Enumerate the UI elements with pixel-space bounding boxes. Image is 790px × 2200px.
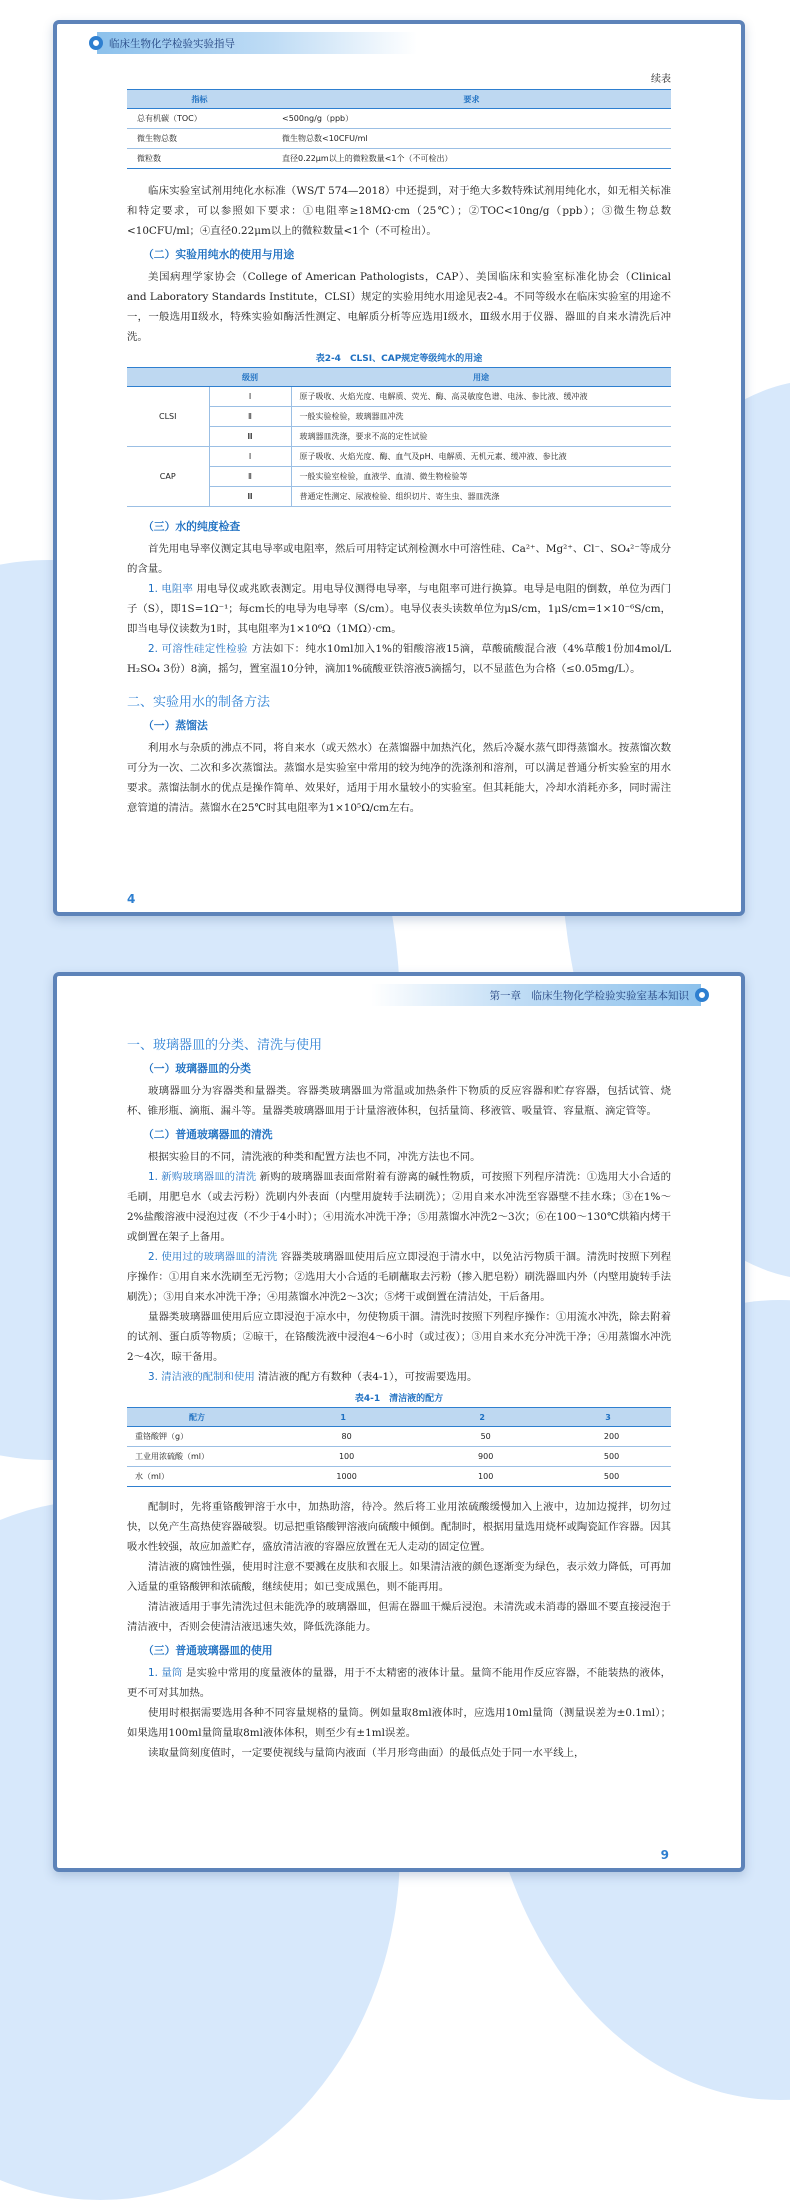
table-cell: 500 [545,1447,671,1467]
section-heading: （三）水的纯度检查 [143,520,241,533]
paragraph: 配制时，先将重铬酸钾溶于水中，加热助溶，待冷。然后将工业用浓硫酸缓慢加入上液中，边加边搅拌，切勿过快，以免产生高热使容器破裂。切忌把重铬酸钾溶液向硫酸中倾倒。配制时，根据用量选用烧杯或陶瓷缸作容器。因其吸水性较强，故应加盖贮存，盛放清洁液的容器应放置在无人走动的固定位置。 [127,1501,671,1553]
table-cell: 水（ml） [127,1467,267,1487]
table-cell: 1000 [267,1467,419,1487]
table-header-cell: 用途 [291,368,671,387]
continued-table [127,89,671,169]
item-text: 方法如下：纯水10ml加入1%的钼酸溶液15滴，草酸硫酸混合液（4%草酸1份加4mol/L H₂SO₄ 3份）8滴，摇匀，置室温10分钟，滴加1%硫酸亚铁溶液5滴摇匀，以不显蓝色为合格（≤0.05mg/L）。 [127,643,672,675]
running-header [371,984,701,1006]
table-header-row [127,368,671,387]
table-caption: 表2-4 CLSI、CAP规定等级纯水的用途 [315,354,483,364]
numbered-item [127,1367,671,1387]
table-header-cell: 配方 [127,1408,267,1427]
document-page-9 [53,972,745,1872]
org-cell: CAP [127,447,209,507]
use-cell: 普通定性测定、尿液检验、组织切片、寄生虫、器皿洗涤 [291,487,671,507]
paragraph: 清洁液适用于事先清洗过但未能洗净的玻璃器皿，但需在器皿干燥后浸泡。未清洗或未消毒的器皿不要直接浸泡于清洁液中，否则会使清洁液迅速失效，降低洗涤能力。 [127,1601,671,1633]
table-header-cell: 3 [545,1408,671,1427]
chapter-section-heading: 二、实验用水的制备方法 [127,695,271,710]
table-header-row [127,1408,671,1427]
paragraph: 量器类玻璃器皿使用后应立即浸泡于凉水中，勿使物质干涸。清洗时按照下列程序操作：①用流水冲洗，除去附着的试剂、蛋白质等物质；②晾干，在铬酸洗液中浸泡4～6小时（或过夜）；③用自来水充分冲洗干净；④用蒸馏水冲洗2～4次，晾干备用。 [127,1311,671,1363]
table-header-cell: 1 [267,1408,419,1427]
paragraph: 玻璃器皿分为容器类和量器类。容器类玻璃器皿为常温或加热条件下物质的反应容器和贮存容器，包括试管、烧杯、锥形瓶、滴瓶、漏斗等。量器类玻璃器皿用于计量溶液体积，包括量筒、移液管、吸量管、容量瓶、滴定管等。 [127,1085,671,1117]
header-bullet-icon [89,36,103,50]
table-row [127,427,671,447]
section-heading: （三）普通玻璃器皿的使用 [143,1644,273,1657]
item-lead: 2. 可溶性硅定性检验 [148,643,248,655]
item-lead: 3. 清洁液的配制和使用 [148,1371,255,1383]
paragraph: 临床实验室试剂用纯化水标准（WS/T 574—2018）中还提到，对于绝大多数特殊试剂用纯化水，如无相关标准和特定要求，可以参照如下要求：①电阻率≥18MΩ·cm（25℃）；②TOC<10ng/g（ppb）；③微生物总数<10CFU/ml；④直径0.22μm以上的微粒数量<1个（不可检出）。 [127,185,671,237]
grade-cell: Ⅲ [209,427,291,447]
table-cell: 工业用浓硫酸（ml） [127,1447,267,1467]
table-row [127,1427,671,1447]
use-cell: 玻璃器皿洗涤，要求不高的定性试验 [291,427,671,447]
org-cell: CLSI [127,387,209,447]
use-cell: 一般实验检验，玻璃器皿冲洗 [291,407,671,427]
item-lead: 1. 电阻率 [148,583,194,595]
table-cell: 50 [419,1427,545,1447]
paragraph: 根据实验目的不同，清洗液的种类和配置方法也不同，冲洗方法也不同。 [148,1151,481,1163]
section-heading: （二）实验用纯水的使用与用途 [143,248,295,261]
table-cell: <500ng/g（ppb） [272,109,671,129]
item-text: 用电导仪或兆欧表测定。用电导仪测得电导率，与电阻率可进行换算。电导是电阻的倒数，单位为西门子（S），即1S=1Ω⁻¹；每cm长的电导为电导率（S/cm）。电导仪表头读数单位为μS/cm，1μS/cm=1×10⁻⁶S/cm，即当电导仪读数为1时，其电阻率为1×10⁶Ω（1MΩ）·cm。 [127,583,672,635]
table-row [127,129,671,149]
grade-cell: Ⅲ [209,487,291,507]
table-cell: 100 [267,1447,419,1467]
table-cell: 100 [419,1467,545,1487]
section-heading: （一）蒸馏法 [143,719,208,732]
table-row [127,1467,671,1487]
table-cell: 900 [419,1447,545,1467]
grade-cell: Ⅰ [209,387,291,407]
running-header [97,32,417,54]
table-row [127,467,671,487]
table-cell: 总有机碳（TOC） [127,109,272,129]
item-lead: 1. 新购玻璃器皿的清洗 [148,1171,257,1183]
item-text: 新购的玻璃器皿表面常附着有游离的碱性物质，可按照下列程序清洗：①选用大小合适的毛刷，用肥皂水（或去污粉）洗刷内外表面（内壁用旋转手法刷洗）；②用自来水冲洗至容器壁不挂水珠；③在1%～2%盐酸溶液中浸泡过夜（不少于4小时）；④用流水冲洗干净；⑤用蒸馏水冲洗2～3次；⑥在100～130℃烘箱内烤干或倒置在架子上备用。 [127,1171,671,1243]
table-header-row [127,90,671,109]
paragraph: 使用时根据需要选用各种不同容量规格的量筒。例如量取8ml液体时，应选用10ml量筒（测量误差为±0.1ml）；如果选用100ml量筒量取8ml液体体积，则至少有±1ml误差。 [127,1707,671,1739]
table-row [127,109,671,129]
item-lead: 2. 使用过的玻璃器皿的清洗 [148,1251,278,1263]
table-caption: 表4-1 清洁液的配方 [354,1394,444,1404]
use-cell: 原子吸收、火焰光度、酶、血气及pH、电解质、无机元素、缓冲液、参比液 [291,447,671,467]
numbered-item [127,1247,671,1307]
grade-cell: Ⅱ [209,467,291,487]
table-row [127,387,671,407]
paragraph: 美国病理学家协会（College of American Pathologists，CAP）、美国临床和实验室标准化协会（Clinical and Laboratory Standards Institute，CLSI）规定的实验用纯水用途见表2-4。不同等级水在临床实验室的用途不一，一般选用Ⅱ级水，特殊实验如酶活性测定、电解质分析等应选用Ⅰ级水，Ⅲ级水用于仪器、器皿的自来水清洗后冲洗。 [127,271,671,343]
section-heading: （一）玻璃器皿的分类 [143,1062,251,1075]
numbered-item [127,1663,671,1703]
table-header-cell: 要求 [272,90,671,109]
water-grade-table [127,367,671,507]
use-cell: 一般实验室检验，血液学、血清、微生物检验等 [291,467,671,487]
page-content [127,1024,671,1763]
paragraph: 利用水与杂质的沸点不同，将自来水（或天然水）在蒸馏器中加热汽化，然后冷凝水蒸气即得蒸馏水。按蒸馏次数可分为一次、二次和多次蒸馏法。蒸馏水是实验室中常用的较为纯净的洗涤剂和溶剂，可以满足普通分析实验室的用水要求。蒸馏法制水的优点是操作简单、效果好，适用于用水量较小的实验室。但其耗能大，冷却水消耗亦多，同时需注意管道的清洁。蒸馏水在25℃时其电阻率为1×10⁵Ω/cm左右。 [127,742,671,814]
document-page-4 [53,20,745,916]
use-cell: 原子吸收、火焰光度、电解质、荧光、酶、高灵敏度色谱、电泳、参比液、缓冲液 [291,387,671,407]
table-row [127,407,671,427]
table-row [127,1447,671,1467]
item-lead: 1. 量筒 [148,1667,183,1679]
paragraph: 清洁液的腐蚀性强，使用时注意不要溅在皮肤和衣服上。如果清洁液的颜色逐渐变为绿色，表示效力降低，可再加入适量的重铬酸钾和浓硫酸，继续使用；如已变成黑色，则不能再用。 [127,1561,671,1593]
table-cell: 微粒数 [127,149,272,169]
page-number: 9 [660,1848,669,1862]
table-header-cell [127,368,209,387]
table-cell: 重铬酸钾（g） [127,1427,267,1447]
table-header-cell: 2 [419,1408,545,1427]
chapter-section-heading: 一、玻璃器皿的分类、清洗与使用 [127,1038,323,1053]
numbered-item [127,639,671,679]
table-cell: 500 [545,1467,671,1487]
table-cell: 直径0.22μm以上的微粒数量<1个（不可检出） [272,149,671,169]
section-heading: （二）普通玻璃器皿的清洗 [143,1128,273,1141]
page-number: 4 [127,892,136,906]
numbered-item [127,579,671,639]
grade-cell: Ⅰ [209,447,291,467]
cleaning-solution-table [127,1407,671,1487]
paragraph: 读取量筒刻度值时，一定要使视线与量筒内液面（半月形弯曲面）的最低点处于同一水平线上， [148,1747,585,1759]
grade-cell: Ⅱ [209,407,291,427]
table-cell: 微生物总数 [127,129,272,149]
table-cell: 微生物总数<10CFU/ml [272,129,671,149]
item-text: 是实验中常用的度量液体的量器，用于不太精密的液体计量。量筒不能用作反应容器，不能装热的液体，更不可对其加热。 [127,1667,672,1699]
table-row [127,149,671,169]
table-header-cell: 指标 [127,90,272,109]
continued-label: 续表 [651,74,671,85]
table-row [127,447,671,467]
table-row [127,487,671,507]
header-title: 临床生物化学检验实验指导 [109,37,235,50]
table-cell: 80 [267,1427,419,1447]
item-text: 清洁液的配方有数种（表4-1），可按需要选用。 [258,1371,478,1383]
paragraph: 首先用电导率仪测定其电导率或电阻率，然后可用特定试剂检测水中可溶性硅、Ca²⁺、Mg²⁺、Cl⁻、SO₄²⁻等成分的含量。 [127,543,671,575]
page-content [127,70,671,818]
header-title: 第一章 临床生物化学检验实验室基本知识 [489,989,689,1002]
numbered-item [127,1167,671,1247]
header-bullet-icon [695,988,709,1002]
table-cell: 200 [545,1427,671,1447]
item-text: 容器类玻璃器皿使用后应立即浸泡于清水中，以免沾污物质干涸。清洗时按照下列程序操作：①用自来水洗刷至无污物；②选用大小合适的毛刷蘸取去污粉（掺入肥皂粉）刷洗器皿内外（内壁用旋转手法刷洗）；③用自来水冲洗干净；④用蒸馏水冲洗2～3次；⑤烤干或倒置在清洁处，干后备用。 [127,1251,671,1303]
table-header-cell: 级别 [209,368,291,387]
